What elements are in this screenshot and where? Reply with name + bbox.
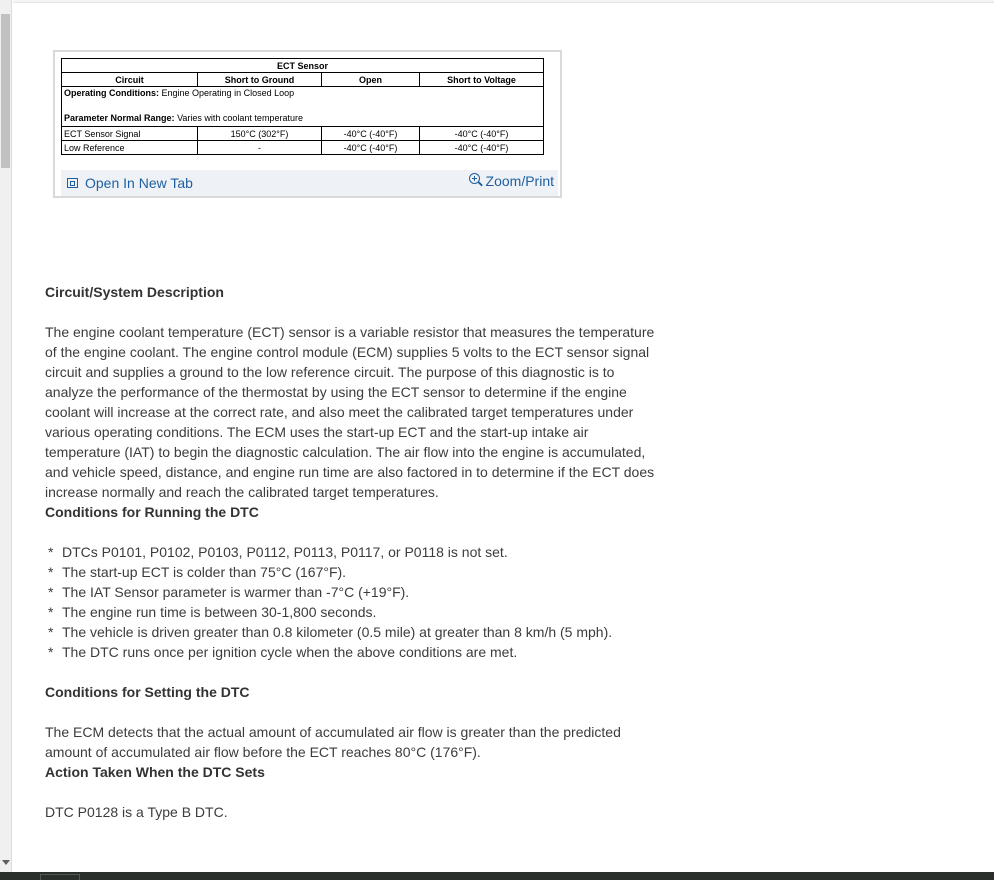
description-paragraph: The engine coolant temperature (ECT) sensor is a variable resistor that measures the temperature of the engine coolant. The engine control module (ECM) supplies 5 volts to the ECT sensor signal circuit and supplies a ground to the low reference circuit. The purpose of this diagnostic is to analyze the performance of the thermostat by using the ECT sensor to determine if the engine coolant will increase at the correct rate, and also meet the calibrated target temperatures under various operating conditions. The ECM uses the start-up ECT and the start-up intake air temperature (IAT) to begin the diagnostic calculation. The air flow into the engine is accumulated, and vehicle speed, distance, and engine run time are also factored in to determine if the ECT does increase normally and reach the calibrated target temperatures. — [45, 324, 655, 500]
vertical-scrollbar[interactable] — [0, 0, 12, 872]
normal-range-value: Varies with coolant temperature — [177, 113, 303, 123]
list-item: * The engine run time is between 30-1,800 seconds. — [45, 602, 665, 622]
table-title: ECT Sensor — [62, 59, 544, 73]
section-heading-running: Conditions for Running the DTC — [45, 504, 259, 520]
table-row — [62, 127, 544, 141]
open-in-new-tab-label: Open In New Tab — [85, 175, 193, 191]
top-edge — [13, 0, 994, 3]
list-item: * DTCs P0101, P0102, P0103, P0112, P0113, P0117, or P0118 is not set. — [45, 542, 665, 562]
table-cell: -40°C (-40°F) — [420, 127, 544, 141]
bottom-taskbar — [0, 872, 994, 880]
table-cell: ECT Sensor Signal — [62, 127, 198, 141]
scrollbar-thumb[interactable] — [1, 14, 10, 168]
list-item: * The DTC runs once per ignition cycle when the above conditions are met. — [45, 642, 665, 662]
normal-range-line — [64, 112, 541, 124]
section-heading-setting: Conditions for Setting the DTC — [45, 684, 250, 700]
normal-range-label: Parameter Normal Range: — [64, 113, 175, 123]
table-cell: -40°C (-40°F) — [420, 141, 544, 155]
table-cell: - — [198, 141, 322, 155]
conditions-cell — [62, 87, 544, 127]
table-cell: -40°C (-40°F) — [322, 141, 420, 155]
new-tab-icon — [67, 178, 78, 188]
column-header: Circuit — [62, 73, 198, 87]
running-conditions-list — [45, 542, 665, 662]
action-paragraph: DTC P0128 is a Type B DTC. — [45, 804, 228, 820]
open-in-new-tab-link[interactable] — [67, 175, 193, 191]
column-header: Short to Ground — [198, 73, 322, 87]
list-item: * The start-up ECT is colder than 75°C (167°F). — [45, 562, 665, 582]
taskbar-tab[interactable] — [40, 874, 80, 880]
table-cell: Low Reference — [62, 141, 198, 155]
list-item: * The IAT Sensor parameter is warmer than -7°C (+19°F). — [45, 582, 665, 602]
section-heading-description: Circuit/System Description — [45, 284, 224, 300]
ect-sensor-figure — [53, 50, 562, 198]
table-cell: 150°C (302°F) — [198, 127, 322, 141]
ect-sensor-table — [61, 58, 544, 155]
zoom-print-label: Zoom/Print — [485, 173, 554, 189]
figure-footer — [61, 170, 558, 196]
section-heading-action: Action Taken When the DTC Sets — [45, 764, 265, 780]
zoom-print-link[interactable] — [469, 173, 554, 189]
operating-conditions-value: Engine Operating in Closed Loop — [161, 88, 295, 98]
list-item: * The vehicle is driven greater than 0.8 kilometer (0.5 mile) at greater than 8 km/h (5 mph). — [45, 622, 665, 642]
scroll-down-arrow-icon[interactable] — [2, 860, 10, 865]
operating-conditions-label: Operating Conditions: — [64, 88, 159, 98]
column-header: Short to Voltage — [420, 73, 544, 87]
zoom-in-icon — [469, 173, 483, 189]
setting-paragraph: The ECM detects that the actual amount of accumulated air flow is greater than the predicted amount of accumulated air flow before the ECT reaches 80°C (176°F). — [45, 724, 621, 760]
article-content — [45, 282, 665, 822]
table-cell: -40°C (-40°F) — [322, 127, 420, 141]
table-row — [62, 141, 544, 155]
column-header: Open — [322, 73, 420, 87]
